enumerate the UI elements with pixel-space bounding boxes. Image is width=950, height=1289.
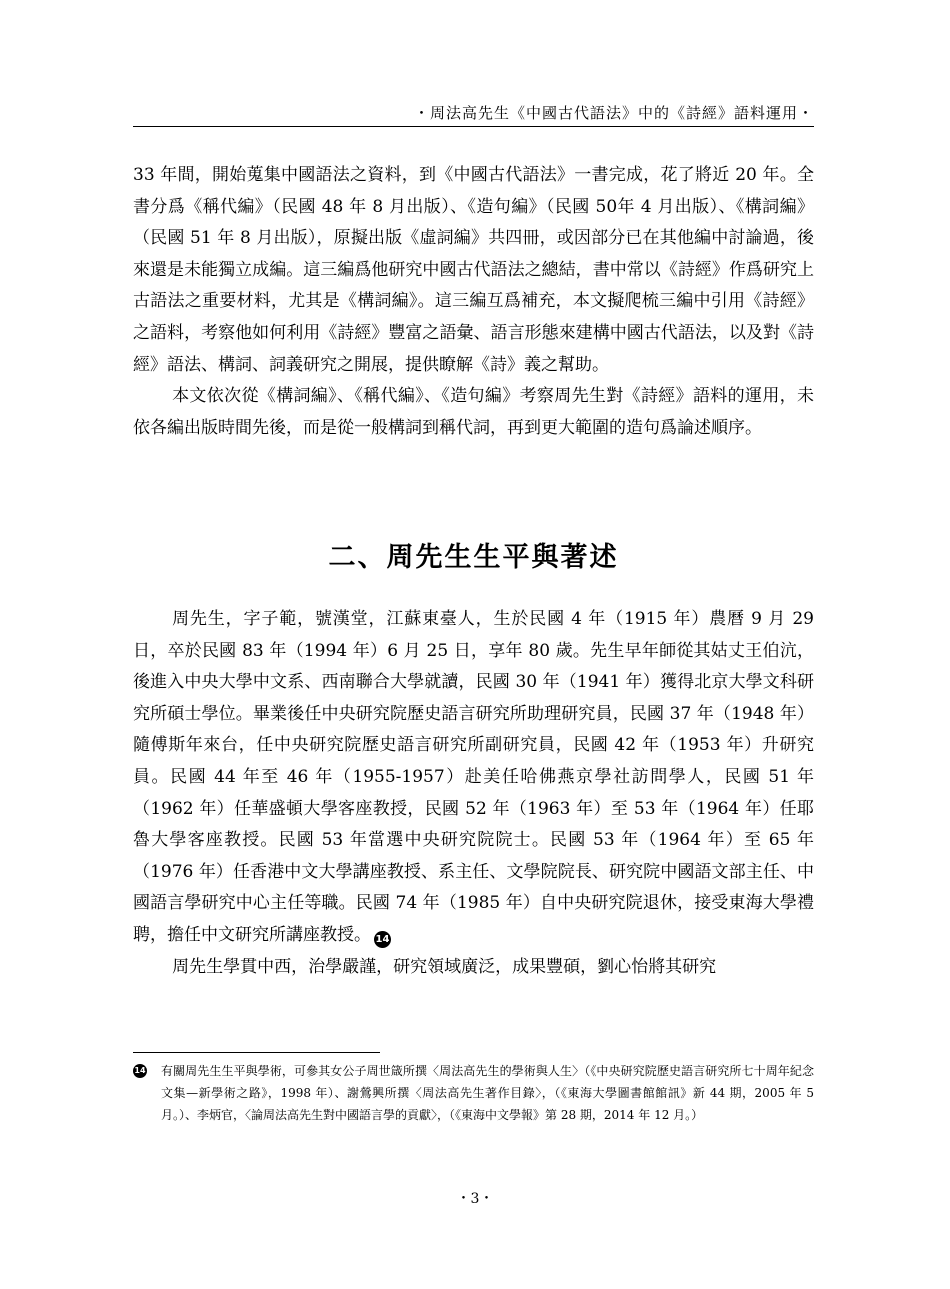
body-text-top bbox=[133, 160, 814, 444]
paragraph-continued: 33 年間，開始蒐集中國語法之資料，到《中國古代語法》一書完成，花了將近 20 年。全書分爲《稱代編》（民國 48 年 8 月出版）、《造句編》（民國 50年 4 月出版）、《構詞編》（民國 51 年 8 月出版），原擬出版《虛詞編》共四冊，或因部分已在其他編中討論過，後來還是未能獨立成編。這三編爲他研究中國古代語法之總結，書中常以《詩經》作爲研究上古語法之重要材料，尤其是《構詞編》。這三編互爲補充，本文擬爬梳三編中引用《詩經》之語料，考察他如何利用《詩經》豐富之語彙、語言形態來建構中國古代語法，以及對《詩經》語法、構詞、詞義研究之開展，提供瞭解《詩》義之幫助。 bbox=[133, 165, 814, 375]
body-text-section bbox=[133, 604, 814, 983]
paragraph-order: 本文依次從《構詞編》、《稱代編》、《造句編》考察周先生對《詩經》語料的運用，未依各編出版時間先後，而是從一般構詞到稱代詞，再到更大範圍的造句爲論述順序。 bbox=[133, 386, 814, 438]
header-rule bbox=[133, 126, 814, 127]
footnote bbox=[133, 1060, 814, 1126]
footnote-ref-marker[interactable]: 14 bbox=[374, 931, 391, 948]
footnote-rule bbox=[133, 1052, 380, 1053]
paragraph-biography bbox=[133, 604, 814, 952]
running-header: ・周法高先生《中國古代語法》中的《詩經》語料運用・ bbox=[413, 104, 814, 122]
paragraph-biography-text: 周先生，字子範，號漢堂，江蘇東臺人，生於民國 4 年（1915 年）農曆 9 月 29 日，卒於民國 83 年（1994 年）6 月 25 日，享年 80 歲。先生早年師從其姑丈王伯沆，後進入中央大學中文系、西南聯合大學就讀，民國 30 年（1941 年）獲得北京大學文科研究所碩士學位。畢業後任中央研究院歷史語言研究所助理研究員，民國 37 年（1948 年）隨傅斯年來台，任中央研究院歷史語言研究所副研究員，民國 42 年（1953 年）升研究員。民國 44 年至 46 年（1955-1957）赴美任哈佛燕京學社訪問學人，民國 51 年（1962 年）任華盛頓大學客座教授，民國 52 年（1963 年）至 53 年（1964 年）任耶魯大學客座教授。民國 53 年當選中央研究院院士。民國 53 年（1964 年）至 65 年（1976 年）任香港中文大學講座教授、系主任、文學院院長、研究院中國語文部主任、中國語言學研究中心主任等職。民國 74 年（1985 年）自中央研究院退休，接受東海大學禮聘，擔任中文研究所講座教授。 bbox=[133, 609, 814, 945]
footnote-marker: 14 bbox=[133, 1064, 147, 1078]
footnote-text: 有關周先生生平與學術，可參其女公子周世箴所撰〈周法高先生的學術與人生〉（《中央研究院歷史語言研究所七十周年紀念文集—新學術之路》，1998 年）、謝鶯興所撰〈周法高先生著作目錄〉，（《東海大學圖書館館訊》新 44 期，2005 年 5 月。）、李炳官，〈論周法高先生對中國語言學的貢獻〉，（《東海中文學報》第 28 期，2014 年 12 月。） bbox=[161, 1064, 814, 1122]
page-number: ・3・ bbox=[456, 1191, 494, 1207]
section-heading: 二、周先生生平與著述 bbox=[328, 542, 619, 573]
paragraph-research: 周先生學貫中西，治學嚴謹，研究領域廣泛，成果豐碩，劉心怡將其研究 bbox=[172, 956, 717, 977]
